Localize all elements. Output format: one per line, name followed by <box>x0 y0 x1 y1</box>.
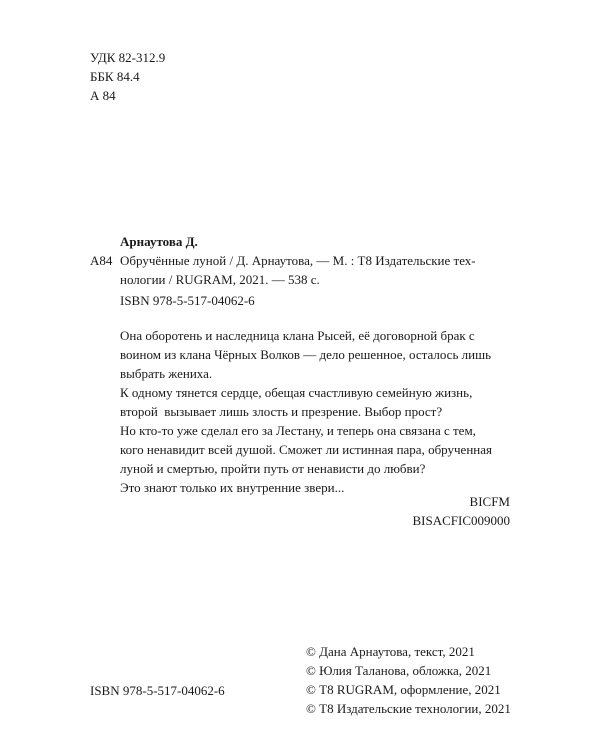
annotation-line: воином из клана Чёрных Волков — дело решенное, осталось лишь <box>120 347 492 362</box>
annotation-line: выбрать жениха. <box>120 366 213 381</box>
annotation-line: второй вызывает лишь злость и презрение. Выбор прост? <box>120 404 443 419</box>
biblio-author: Арнаутова Д. <box>120 234 198 249</box>
bbk-code: ББК 84.4 <box>90 69 140 84</box>
copyright-line: © Т8 RUGRAM, оформление, 2021 <box>306 682 501 697</box>
annotation-paragraph <box>120 326 515 383</box>
classification-block <box>90 48 165 105</box>
biblio-description-line: нологии / RUGRAM, 2021. — 538 с. <box>120 272 320 287</box>
copyright-line: © Дана Арнаутова, текст, 2021 <box>306 644 475 659</box>
annotation-paragraph <box>120 383 515 421</box>
annotation-line: К одному тянется сердце, обещая счастливую семейную жизнь, <box>120 385 473 400</box>
copyright-line: © Т8 Издательские технологии, 2021 <box>306 701 511 716</box>
copyright-line: © Юлия Таланова, обложка, 2021 <box>306 663 492 678</box>
biblio-description-line: Обручённые луной / Д. Арнаутова, — М. : Т8 Издательские тех- <box>120 253 476 268</box>
annotation-paragraph <box>120 421 515 478</box>
subject-codes <box>412 492 510 530</box>
annotation-line: Это знают только их внутренние звери... <box>120 480 345 495</box>
biblio-author-mark: А84 <box>90 253 113 268</box>
annotation <box>120 326 515 497</box>
author-mark: А 84 <box>90 88 116 103</box>
bisac-code: BISACFIC009000 <box>412 513 510 528</box>
annotation-line: кого ненавидит всей душой. Сможет ли истинная пара, обрученная <box>120 442 492 457</box>
biblio-description <box>120 251 515 289</box>
copyright-block <box>306 642 526 718</box>
isbn-top: ISBN 978-5-517-04062-6 <box>120 293 255 308</box>
bic-code: BICFM <box>469 494 510 509</box>
annotation-line: Но кто-то уже сделал его за Лестану, и теперь она связана с тем, <box>120 423 476 438</box>
isbn-bottom: ISBN 978-5-517-04062-6 <box>90 683 225 698</box>
annotation-line: Она оборотень и наследница клана Рысей, её договорной брак с <box>120 328 475 343</box>
udk-code: УДК 82-312.9 <box>90 50 166 65</box>
annotation-line: луной и смертью, пройти путь от ненависти до любви? <box>120 461 426 476</box>
